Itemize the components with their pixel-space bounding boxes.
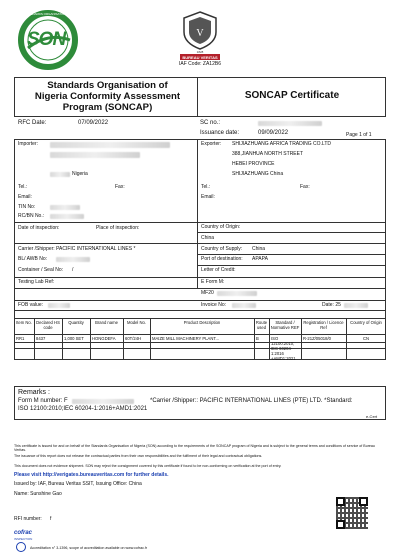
- table-cell-9: CN: [362, 336, 370, 341]
- eform-redacted: [217, 291, 257, 296]
- issued-by: Issued by: IAF, Bureau Veritas SSIT, Issuing Office: China: [14, 481, 142, 487]
- exporter-label: Exporter:: [201, 141, 222, 147]
- importer-tin: TIN No:: [18, 204, 36, 210]
- exporter-line-1: SHIJIAZHUANG AFRICA TRADING CO.LTD: [232, 141, 331, 147]
- table-cell-5: MAIZE MILL MACHINERY PLANT...: [152, 336, 219, 341]
- importer-label: Importer:: [18, 141, 39, 147]
- inspection-place-label: Place of inspection:: [96, 225, 140, 231]
- exporter-email: Email:: [201, 194, 215, 200]
- formm-redacted: [72, 399, 134, 404]
- supply-label: Country of Supply:: [201, 246, 243, 252]
- remarks-label: Remarks :: [18, 389, 50, 396]
- cofrac-logo: cofrac: [14, 530, 33, 536]
- rc-redacted: [50, 214, 84, 219]
- son-logo-text: SON: [27, 29, 66, 50]
- exporter-tel: Tel.:: [201, 184, 211, 190]
- origin-label: Country of Origin:: [201, 224, 241, 230]
- table-cell-0: RR1: [16, 336, 25, 341]
- importer-fax: Fax:: [115, 184, 125, 190]
- bv-year: 1828: [196, 50, 204, 54]
- tin-redacted: [50, 205, 80, 210]
- cofrac-icon: [16, 542, 26, 552]
- table-header-1: Declared HS code: [36, 320, 60, 331]
- importer-email: Email:: [18, 194, 32, 200]
- fob-label: FOB value:: [18, 302, 44, 308]
- table-header-6: Route used: [255, 320, 268, 331]
- qr-code[interactable]: [336, 497, 368, 529]
- exporter-line-3: HEBEI PROVINCE: [232, 161, 275, 167]
- importer-name-redacted: [50, 142, 170, 148]
- exporter-fax: Fax:: [300, 184, 310, 190]
- supply-value: China: [252, 246, 266, 252]
- table-cell-8: R-21Z/05018/0: [303, 336, 331, 341]
- title-right: SONCAP Certificate: [244, 90, 340, 101]
- dest-value: APAPA: [252, 256, 268, 262]
- son-arc-text: STANDARDS ORGANISATION OF NIGERIA: [24, 12, 72, 20]
- exporter-line-4: SHIJIAZHUANG China: [232, 171, 284, 177]
- sc-value-redacted: [258, 121, 322, 126]
- importer-tel: Tel.:: [18, 184, 28, 190]
- table-header-3: Brand name: [95, 320, 118, 325]
- table-cell-2: 1,000 SET: [64, 336, 84, 341]
- credit-label: Letter of Credit:: [201, 267, 236, 273]
- sc-label: SC no.:: [200, 120, 221, 126]
- issuance-label: Issuance date:: [200, 130, 240, 136]
- remarks-line-2: ISO 12100:2010;IEC 60204-1:2016+AMD1:2021: [18, 406, 148, 412]
- signatory-name: Name: Sunshine Gao: [14, 491, 62, 497]
- table-cell-6: B: [256, 336, 259, 341]
- date-redacted: [344, 303, 368, 308]
- rfc-label: RFC Date:: [18, 120, 47, 126]
- rfc-value: 07/09/2022: [78, 120, 109, 126]
- bv-name: BUREAU VERITAS: [180, 54, 220, 60]
- eform-value: MF20: [201, 290, 214, 296]
- table-header-7: Standard / Normative REF: [270, 320, 300, 331]
- table-header-8: Registration / Licence Ref: [303, 320, 344, 331]
- footer-p1: This certificate is issued for and on behalf of the Standards Organisation of Nigeria (SON) according to the requirements of the SONCAP program of Nigeria and is subject to the general terms and conditions of service of Bureau Veritas.: [14, 444, 375, 453]
- accreditation: Accreditation n° 3-1396, scope of accreditation available on www.cofrac.fr: [30, 546, 148, 550]
- container-label: Container / Seal No:: [18, 267, 64, 273]
- page-of: Page 1 of 1: [346, 132, 372, 138]
- footer-p2: The issuance of this report does not release the contractual parties from their own responsibilities and the fulfilment of their legal and contractual obligations.: [14, 454, 263, 458]
- dest-label: Port of destination:: [201, 256, 243, 262]
- verify-link[interactable]: Please visit http://verigates.bureauveritas.com for further details.: [14, 472, 169, 478]
- bl-redacted: [56, 257, 90, 262]
- cofrac-sub: INSPECTION: [14, 537, 33, 541]
- table-cell-1: 8437: [36, 336, 46, 341]
- carrier: Carrier /Shipper: PACIFIC INTERNATIONAL LINES *: [18, 246, 136, 252]
- table-cell-7: ISO 12100:2010; IEC 60204-1:2016 +AMD1:2021: [271, 336, 296, 362]
- origin-value: China: [201, 235, 215, 241]
- title-left: Standards Organisation of Nigeria Conformity Assessment Program (SONCAP): [34, 80, 181, 114]
- importer-country: Nigeria: [72, 171, 88, 177]
- container-value: /: [72, 267, 74, 273]
- table-cell-3: HONGDEFA: [92, 336, 116, 341]
- iaf-code: IAF Code: ZA12B6: [179, 61, 221, 67]
- bl-label: BL/ AWB No:: [18, 256, 47, 262]
- table-header-0: Item No.: [16, 320, 32, 325]
- svg-text:V: V: [196, 28, 204, 39]
- invoice-date: Date: 25: [322, 302, 341, 308]
- rfi-value: f: [50, 516, 52, 522]
- importer-address-redacted: [50, 152, 140, 158]
- eform-label: E Form M:: [201, 279, 225, 285]
- importer-city-redacted: [50, 172, 70, 177]
- lab-label: Testing Lab Ref:: [18, 279, 55, 285]
- table-header-5: Product Description: [183, 320, 221, 325]
- son-logo: [14, 10, 82, 70]
- footer-p3: This document does not evidence shipment. SON may reject the consignment covered by this certificate if found to be non-conforming on verification at the port of entry.: [14, 464, 282, 468]
- table-cell-4: 60T/24H: [125, 336, 142, 341]
- remarks-line-1b: *Carrier /Shipper:: PACIFIC INTERNATIONAL LINES (PTE) LTD. *Standard:: [150, 398, 353, 404]
- ecert-label: e-Cert: [366, 414, 378, 419]
- bureau-veritas-logo: [178, 10, 222, 62]
- table-header-2: Quantity: [68, 320, 84, 325]
- importer-rc: RC/BN No.:: [18, 213, 45, 219]
- table-header-9: Country of Origin: [350, 320, 382, 325]
- rfi-label: RFI number:: [14, 516, 42, 522]
- table-header-4: Model No.: [126, 320, 147, 325]
- invoice-redacted: [232, 303, 256, 308]
- exporter-line-2: 388,JIANHUA NORTH STREET: [232, 151, 304, 157]
- fob-redacted: [48, 303, 70, 308]
- remarks-line-1: Form M number: F: [18, 398, 68, 404]
- inspection-date-label: Date of inspection:: [18, 225, 60, 231]
- issuance-value: 09/09/2022: [258, 130, 289, 136]
- invoice-label: Invoice No:: [201, 302, 227, 308]
